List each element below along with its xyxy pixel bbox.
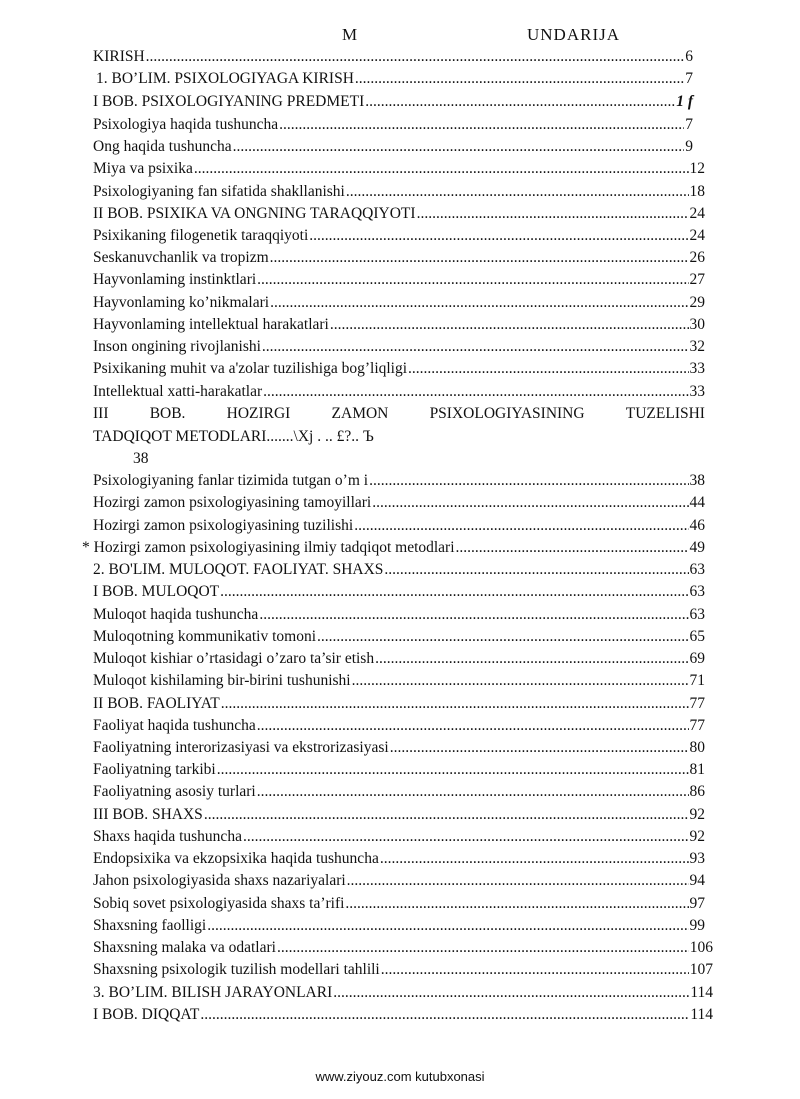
toc-leader-dots — [355, 68, 684, 90]
toc-entry-label: I BOB. DIQQAT — [93, 1006, 200, 1023]
toc-leader-dots — [243, 826, 689, 848]
toc-page-number: 29 — [689, 294, 705, 311]
toc-leader-dots — [372, 492, 688, 514]
toc-leader-dots — [408, 358, 688, 380]
toc-entry — [93, 515, 705, 537]
toc-entry — [93, 225, 705, 247]
toc-entry-label: Muloqot kishilaming bir-birini tushunishi — [93, 672, 351, 689]
toc-entry — [93, 336, 705, 358]
toc-leader-dots — [270, 247, 689, 269]
toc-entry-label: Hayvonlaming ko’nikmalari — [93, 294, 270, 311]
toc-entry — [93, 670, 705, 692]
toc-leader-dots — [352, 670, 689, 692]
toc-leader-dots — [375, 648, 688, 670]
toc-leader-dots — [259, 604, 688, 626]
toc-entry — [93, 91, 693, 113]
toc-entry-label: Psixologiyaning fan sifatida shakllanishi — [93, 183, 345, 200]
toc-page-number: 97 — [689, 895, 705, 912]
toc-leader-dots — [317, 626, 688, 648]
toc-line: 38 — [133, 450, 149, 467]
toc-entry-label: 2. BO'LIM. MULOQOT. FAOLIYAT. SHAXS — [93, 561, 384, 578]
toc-entry-label: Faoliyatning interorizasiyasi va ekstrorizasiyasi — [93, 739, 389, 756]
toc-leader-dots — [257, 269, 688, 291]
toc-page-number: 9 — [685, 138, 693, 155]
toc-entry — [93, 693, 705, 715]
toc-entry — [93, 604, 705, 626]
toc-page-number: 49 — [689, 539, 705, 556]
toc-page-number: 12 — [689, 160, 705, 177]
toc-leader-dots — [217, 759, 689, 781]
toc-entry — [93, 181, 705, 203]
toc-entry — [93, 759, 705, 781]
toc-page-number: 71 — [689, 672, 705, 689]
toc-page-number: 92 — [689, 806, 705, 823]
toc-page-number: 46 — [689, 517, 705, 534]
toc-leader-dots — [207, 915, 688, 937]
toc-entry — [93, 915, 705, 937]
toc-page-number: 92 — [689, 828, 705, 845]
toc-page-number: 27 — [689, 271, 705, 288]
toc-leader-dots — [345, 893, 688, 915]
toc-entry — [93, 559, 705, 581]
toc-page-number: 44 — [689, 494, 705, 511]
toc-leader-dots — [333, 982, 689, 1004]
toc-leader-dots — [277, 937, 689, 959]
toc-entry-label: Muloqotning kommunikativ tomoni — [93, 628, 317, 645]
toc-page-number: 77 — [689, 717, 705, 734]
toc-line: TADQIQOT METODLARI.......\Xj . .. £?.. Ъ — [93, 428, 374, 445]
toc-entry — [93, 626, 705, 648]
toc-page-number: 32 — [689, 338, 705, 355]
toc-page-number: 7 — [685, 70, 693, 87]
toc-entry-label: Faoliyatning tarkibi — [93, 761, 216, 778]
toc-entry — [93, 158, 705, 180]
toc-entry-label: Inson ongining rivojlanishi — [93, 338, 261, 355]
toc-page-number: 63 — [689, 561, 705, 578]
toc-leader-dots — [309, 225, 688, 247]
toc-leader-dots — [200, 1004, 689, 1026]
toc-page-number: 99 — [689, 917, 705, 934]
toc-leader-dots — [270, 292, 688, 314]
toc-entry-label: Faoliyatning asosiy turlari — [93, 783, 256, 800]
toc-entry — [93, 381, 705, 403]
toc-page-number: 30 — [689, 316, 705, 333]
toc-entry — [93, 937, 713, 959]
toc-page-number: 114 — [690, 1006, 713, 1023]
toc-entry-label: 3. BO’LIM. BILISH JARAYONLARI — [93, 984, 333, 1001]
toc-entry-label: Hayvonlaming instinktlari — [93, 271, 257, 288]
toc-entry-label: III BOB. SHAXS — [93, 806, 203, 823]
toc-entry-label: Faoliyat haqida tushuncha — [93, 717, 256, 734]
toc-leader-dots — [417, 203, 689, 225]
toc-leader-dots — [369, 470, 688, 492]
toc-leader-dots — [194, 158, 689, 180]
toc-entry-label: KIRISH — [93, 48, 145, 65]
toc-entry — [93, 781, 705, 803]
toc-entry — [93, 470, 705, 492]
toc-entry-label: Muloqot kishiar o’rtasidagi o’zaro ta’sir etish — [93, 650, 375, 667]
toc-page-number: 1 f — [676, 93, 693, 110]
toc-entry — [93, 358, 705, 380]
toc-leader-dots — [220, 581, 688, 603]
toc-page-number: 26 — [689, 249, 705, 266]
toc-page-number: 77 — [689, 695, 705, 712]
toc-page-number: 106 — [689, 939, 713, 956]
toc-entry-label: Shaxsning psixologik tuzilish modellari tahlili — [93, 961, 380, 978]
toc-entry-label: * Hozirgi zamon psixologiyasining ilmiy tadqiqot metodlari — [82, 539, 455, 556]
toc-entry-label: Muloqot haqida tushuncha — [93, 606, 259, 623]
toc-leader-dots — [354, 515, 688, 537]
toc-leader-dots — [346, 181, 689, 203]
toc-leader-dots — [257, 781, 689, 803]
toc-entry-label: Psixologiya haqida tushuncha — [93, 116, 279, 133]
toc-leader-dots — [204, 804, 689, 826]
toc-entry — [93, 492, 705, 514]
toc-page-number: 94 — [689, 872, 705, 889]
toc-leader-dots — [384, 559, 688, 581]
toc-entry — [93, 1004, 713, 1026]
toc-entry-label: Intellektual xatti-harakatlar — [93, 383, 263, 400]
toc-leader-dots — [279, 114, 684, 136]
toc-entry — [96, 68, 693, 90]
toc-entry-label: Seskanuvchanlik va tropizm — [93, 249, 269, 266]
toc-leader-dots — [456, 537, 689, 559]
toc-page-number: 93 — [689, 850, 705, 867]
toc-entry-label: Jahon psixologiyasida shaxs nazariyalari — [93, 872, 346, 889]
toc-page-number: 107 — [689, 961, 713, 978]
toc-entry-label: Shaxsning faolligi — [93, 917, 207, 934]
toc-entry — [93, 715, 705, 737]
toc-entry — [93, 136, 693, 158]
toc-leader-dots — [347, 870, 689, 892]
toc-entry-label: Sobiq sovet psixologiyasida shaxs ta’rifi — [93, 895, 345, 912]
toc-leader-dots — [262, 336, 689, 358]
toc-page-number: 24 — [689, 205, 705, 222]
toc-leader-dots — [146, 46, 685, 68]
toc-entry-label: II BOB. PSIXIKA VA ONGNING TARAQQIYOTI — [93, 205, 416, 222]
toc-entry-label: Shaxsning malaka va odatlari — [93, 939, 276, 956]
toc-page-number: 65 — [689, 628, 705, 645]
toc-entry — [93, 292, 705, 314]
toc-leader-dots — [365, 91, 675, 113]
toc-page-number: 86 — [689, 783, 705, 800]
toc-entry — [93, 269, 705, 291]
toc-leader-dots — [381, 959, 689, 981]
toc-entry-label: III BOB. HOZIRGI ZAMON PSIXOLOGIYASINING TUZELISHI — [93, 405, 705, 422]
toc-entry — [93, 737, 705, 759]
toc-entry-label: Miya va psixika — [93, 160, 193, 177]
toc-leader-dots — [233, 136, 685, 158]
toc-page-number: 38 — [689, 472, 705, 489]
footer-source: www.ziyouz.com kutubxonasi — [315, 1069, 485, 1084]
toc-leader-dots — [263, 381, 688, 403]
toc-entry — [93, 581, 705, 603]
toc-leader-dots — [390, 737, 689, 759]
toc-entry-label: Shaxs haqida tushuncha — [93, 828, 242, 845]
toc-page-number: 6 — [685, 48, 693, 65]
toc-page-number: 24 — [689, 227, 705, 244]
toc-page-number: 69 — [689, 650, 705, 667]
toc-entry — [93, 114, 693, 136]
toc-page-number: 7 — [685, 116, 693, 133]
title-word-undarija: UNDARIJA — [527, 25, 620, 44]
toc-page-number: 81 — [689, 761, 705, 778]
toc-entry-label: I BOB. PSIXOLOGIYANING PREDMETI — [93, 93, 365, 110]
toc-entry-label: Psixologiyaning fanlar tizimida tutgan o’m i — [93, 472, 369, 489]
toc-entry-label: Hozirgi zamon psixologiyasining tuzilishi — [93, 517, 354, 534]
toc-entry-label: Psixikaning filogenetik taraqqiyoti — [93, 227, 309, 244]
toc-entry — [93, 804, 705, 826]
toc-entry — [82, 537, 705, 559]
toc-entry-label: Hayvonlaming intellektual harakatlari — [93, 316, 329, 333]
toc-leader-dots — [380, 848, 689, 870]
toc-entry — [93, 959, 713, 981]
toc-entry-label: Endopsixika va ekzopsixika haqida tushuncha — [93, 850, 379, 867]
toc-entry — [93, 848, 705, 870]
toc-entry — [93, 46, 693, 68]
toc-entry-label: Ong haqida tushuncha — [93, 138, 232, 155]
toc-page-number: 114 — [690, 984, 713, 1001]
toc-page-number: 80 — [689, 739, 705, 756]
toc-entry — [93, 982, 713, 1004]
toc-leader-dots — [221, 693, 689, 715]
toc-entry-label: I BOB. MULOQOT — [93, 583, 220, 600]
toc-page-number: 63 — [689, 606, 705, 623]
toc-leader-dots — [257, 715, 689, 737]
toc-page-number: 33 — [689, 383, 705, 400]
toc-entry — [93, 870, 705, 892]
toc-entry — [93, 826, 705, 848]
toc-entry-label: Psixikaning muhit va a'zolar tuzilishiga bog’liqligi — [93, 360, 408, 377]
toc-entry-label: Hozirgi zamon psixologiyasining tamoyillari — [93, 494, 372, 511]
toc-page-number: 18 — [689, 183, 705, 200]
toc-entry — [93, 314, 705, 336]
toc-entry — [93, 203, 705, 225]
toc-page-number: 33 — [689, 360, 705, 377]
toc-entry-label: 1. BO’LIM. PSIXOLOGIYAGA KIRISH — [96, 70, 354, 87]
toc-entry — [93, 648, 705, 670]
toc-leader-dots — [330, 314, 689, 336]
toc-entry — [93, 247, 705, 269]
toc-page-number: 63 — [689, 583, 705, 600]
title-letter-m: M — [342, 25, 359, 44]
toc-entry-label: II BOB. FAOLIYAT — [93, 695, 220, 712]
toc-entry — [93, 893, 705, 915]
